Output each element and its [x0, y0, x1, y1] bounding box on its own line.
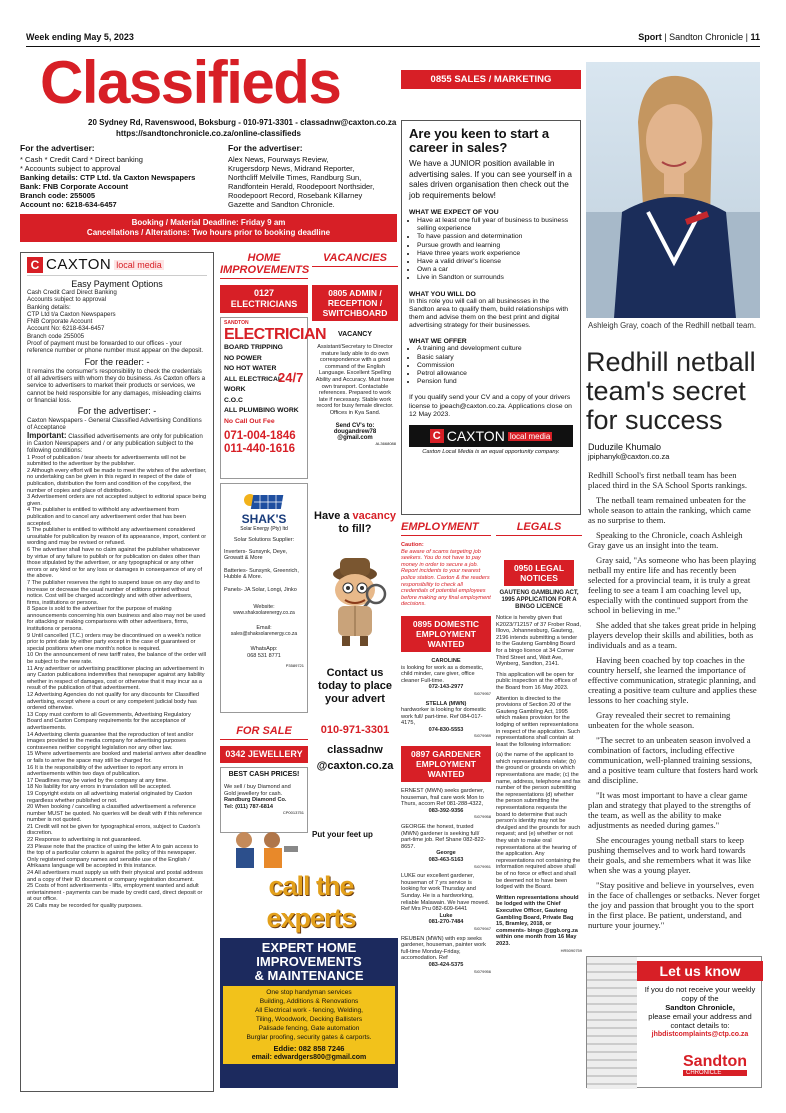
equal-opportunity: Caxton Local Media is an equal opportunity company. [422, 449, 560, 456]
let-us-know-email[interactable]: jhbdistcomplaints@ctp.co.za [651, 1031, 749, 1038]
payment-line: CTP Ltd t/a Caxton Newspapers [27, 310, 116, 318]
coach-portrait-icon [586, 62, 760, 318]
terms-adv-title: For the advertiser: - [77, 406, 157, 417]
service-item: All Electrical work - fencing, Welding, [255, 1007, 363, 1014]
expect-item: • Have at least one full year of business to business selling experience [417, 217, 573, 233]
important-note [27, 432, 207, 455]
legal-notice [496, 590, 582, 954]
sandton-logo-sub: CHRONICLE [683, 1070, 747, 1076]
terms-item: 4 The publisher is entitled to withhold any advertisement from publication and to cancel any advertisement order that has been accepted. [27, 507, 186, 527]
terms-item: 20 When booking / cancelling a classified advertisement a reference number MUST be quoted. No queries will be dealt with if this reference number is not quoted. [27, 804, 202, 824]
deadline-bar [20, 214, 397, 242]
caution-box [401, 542, 491, 608]
category-electricians: 0127 ELECTRICIANS [220, 285, 308, 313]
category-sales-marketing: 0855 SALES / MARKETING [401, 70, 581, 89]
let-us-know-text-2: please email your address and contact details to: [648, 1012, 752, 1030]
ad-phone[interactable]: 072-143-2977 [428, 684, 464, 691]
solar-panel-icon [224, 491, 304, 513]
advertiser-right [228, 144, 398, 209]
electrician-247: 24/7 [278, 370, 304, 385]
electrician-list-wrap [224, 343, 304, 427]
offer-item: • Commission [417, 362, 573, 370]
electrician-line: ALL PLUMBING WORK [224, 407, 299, 414]
shaks-line: Inverters- Sunsynk, Deye, Growatt & More [224, 548, 288, 562]
careers-intro: We have a JUNIOR position available in advertising sales. If you can see yourself in a sales driven organisation then check out the job requirements below! [409, 159, 572, 200]
offer-item: • Basic salary [417, 354, 573, 362]
vacancy-cv: Send CV's to: [335, 422, 375, 429]
payment-line: Banking details: [27, 303, 71, 311]
payment-title: Easy Payment Options [71, 279, 163, 289]
reader-title: For the reader: - [84, 356, 150, 367]
service-item: Burglar proofing, security gates & carports. [246, 1034, 372, 1041]
terms-item: 10 On the announcement of new tariff rates, the balance of the order will be subject to the new rate. [27, 652, 207, 666]
terms-item: 7 The publisher reserves the right to suspend issue on any day and to increase or decrease the usual number of editions printed without notice. Cost will be charged accordingly and with other advertisers, firms, institutions or persons. [27, 579, 200, 606]
reader-text: It remains the consumer's responsibility to check the credentials of all advertisers with whom they do business. As Caxton offers a service to advertisers to market their products or services, we cannot be held responsible for any damages, misleading claims or financial loss. [27, 367, 206, 404]
article-paragraph: Having been coached by top coaches in the country herself, she learned the importance of effective communication, strategic planning, and creating a positive team culture and applies these lessons to her coaching style. [588, 655, 757, 705]
do-text: In this role you will call on all businesses in the Sandton area to qualify them, build relationships with them and advise them on the best print and digital advertising strategy for their businesses. [409, 297, 569, 330]
header-rule [26, 46, 760, 47]
category-admin: 0805 ADMIN / RECEPTION / SWITCHBOARD [312, 285, 398, 321]
terms-item: 5 The publisher is entitled to withhold any advertisement considered unsuitable for publication by reason of its appearance, import, content or wording and may be revised or refused. [27, 527, 207, 547]
jewellery-headline: BEST CASH PRICES! [228, 771, 300, 778]
advertiser-right-line: Northcliff Melville Times, Randburg Sun, [228, 173, 362, 182]
detective-illustration [320, 544, 390, 649]
shaks-sub: Solar Energy (Pty) ltd [240, 526, 288, 532]
terms-item: 18 No liability for any errors in translation will be accepted. [27, 784, 172, 791]
masthead-title: Classifieds [40, 49, 341, 116]
whatsapp-number[interactable]: 068 531 8771 [247, 652, 281, 659]
category-legal-notices: 0950 LEGAL NOTICES [504, 560, 574, 586]
article-paragraph: Gray revealed their secret to remaining unbeaten for the whole season. [588, 710, 731, 730]
have-vacancy-text: Have a [314, 510, 353, 522]
payment-line: Proof of payment must be forwarded to our offices - your reference number or phone number must appear on the deposit. [27, 340, 204, 355]
article-body [588, 470, 760, 935]
jewellery-company: Randburg Diamond Co. [224, 797, 287, 804]
employment-ad [401, 658, 491, 740]
advertiser-right-line: Alex News, Fourways Review, [228, 155, 329, 164]
advertiser-left-line: Account no: 6218-634-6457 [20, 200, 117, 209]
payment-line: Accounts subject to approval [27, 296, 107, 304]
offer-item: • A training and development culture [417, 345, 573, 353]
legals-column [496, 521, 582, 954]
terms-item: 25 Costs of front advertisements - lifts, employment wanted and adult entertainment - payments can be made by credit card, direct deposit or at our office. [27, 883, 203, 903]
article-paragraph: Gray said, "As someone who has been playing netball my entire life and has recently been selected for a provincial team, it is truly a great feeling to see a team I am coaching level up, especially with the continued support from the school in believing in me." [588, 555, 757, 615]
apply-text: If you qualify send your CV and a copy of your drivers license to jpeach@caxton.co.za. Applications close on 12 May 2023. [409, 394, 572, 418]
section-legals: LEGALS [496, 521, 582, 536]
page-header [26, 32, 760, 46]
deadline-line-2: Cancellations / Alterations: Two hours prior to booking deadline [86, 228, 331, 237]
ad-phone[interactable]: 074-830-5553 [428, 726, 464, 733]
legal-paragraph: Written representations should be lodged with the Chief Executive Officer, Gauteng Gambling Board, Private Bag 15, Bramley, 2018, or comments- bingo @ggb.org.za within one month from 16 May 2023. [496, 894, 579, 947]
photo-caption: Ashleigh Gray, coach of the Redhill netball team. [588, 321, 757, 330]
electrician-ad [220, 317, 327, 479]
deadline-line-1: Booking / Material Deadline: Friday 9 am [131, 218, 286, 227]
caxton-logo-sub: local media [116, 259, 162, 270]
payment-line: Cash Credit Card Direct Banking [27, 289, 117, 296]
article-paragraph: Speaking to the Chronicle, coach Ashleigh Gray gave us an insight into the team. [588, 530, 743, 550]
ad-phone[interactable]: 083-463-5163 [428, 857, 464, 863]
electrician-line: NO POWER [224, 354, 262, 362]
section-employment: EMPLOYMENT [401, 521, 491, 536]
careers-logo [409, 425, 573, 447]
legal-ref: HR5090759 [560, 947, 582, 953]
ad-ref: SI079989 [473, 733, 491, 739]
experts-ad [226, 826, 396, 936]
vacancy-ref: AL3668088 [375, 440, 396, 446]
payment-line: FNB Corporate Account [27, 318, 93, 326]
advertiser-right-line: Krugersdorp News, Midrand Reporter, [228, 164, 355, 173]
legal-title: GAUTENG GAMBLING ACT, 1995 APPLICATION FOR A BINGO LICENCE [499, 590, 579, 610]
page-number: 11 [750, 32, 760, 42]
terms-item: 3 Advertisement orders are not accepted subject to editorial space being given. [27, 494, 207, 507]
jewellery-tel[interactable]: Tel: (011) 787-6814 [224, 803, 274, 810]
shaks-name: SHAK'S [241, 512, 287, 526]
electrician-phone-2[interactable]: 011-440-1616 [224, 443, 295, 455]
ad-phone[interactable]: 083-424-5375 [428, 961, 464, 968]
week-label: Week ending May 5, 2023 [26, 32, 134, 42]
terms-item: 21 Credit will not be given for typographical errors, subject to Caxton's discretion. [27, 823, 201, 837]
payment-lines [27, 289, 207, 355]
byline-email[interactable]: jpiphanyk@caxton.co.za [588, 452, 670, 461]
ad-ref: SI079957 [473, 690, 491, 696]
ad-text: hardworker is looking for domestic work full/ part-time. Ref 084-017-4175, [401, 707, 486, 727]
let-us-know-ad [586, 956, 762, 1088]
terms-item: 14 Advertising clients guarantee that the reproduction of text and/or images provided to the media company for advertising purposes contravenes neither copyright legislation nor any other law. [27, 731, 194, 751]
careers-logo-sub: local media [509, 431, 551, 441]
caxton-mark-icon: C [27, 257, 43, 273]
terms-column [20, 252, 214, 1092]
sandton-logo [683, 1054, 747, 1076]
have-vacancy-highlight: vacancy [352, 510, 396, 522]
ad-ref: SI079956 [473, 968, 491, 974]
ad-name: Luke [439, 912, 453, 919]
shaks-line: Batteries- Sunsynk, Greenrich, Hubble & More. [224, 567, 299, 581]
legal-paragraph: Notice is hereby given that K2023/712157 of 37 Frober Road, Illovo, Johannesburg, Gauteng, 2196 intends submitting a tender to the Gauteng Gambling Board for a bingo licence at 34 Corner Third Street and, Watt Ave, Wynberg, Sandton, 2141. [496, 615, 581, 668]
expect-list [409, 217, 573, 283]
caution-text: Be aware of scams targeting job seekers. You do not have to pay money in order to secure a job. Report incidents to your nearest police station. Caxton & the readers responsibility to check all credentials of potential employees before making any final employment decisions. [401, 548, 491, 608]
legal-paragraph: This application will be open for public inspection at the offices of the Board from 16 May 2023. [496, 671, 577, 691]
let-us-know-paper: Sandton Chronicle, [665, 1003, 735, 1012]
terms-item: 8 Space is sold to the advertiser for the purpose of making announcements concerning his own business and also may not be used for attacking or making comparisons with other advertisers, firms, institutions or persons. [27, 606, 206, 633]
advertiser-left-line: Branch code: 255005 [20, 191, 96, 200]
byline-name: Duduzile Khumalo [588, 442, 662, 452]
offer-item: • Petrol allowance [417, 370, 573, 378]
article-paragraph: "The secret to an unbeaten season involved a combination of factors, including effective communication, well-planned training sessions, and a positive team culture that fosters hard work and discipline. [588, 735, 758, 785]
ad-text: ERNEST (MWN) seeks gardener, houseman, frail care work Mon to Thurs, accom Ref 081-288-4322, [401, 788, 485, 808]
terms-item: 13 Copy must conform to all Governments, Advertising Regulatory Board and Caxton Company requirements for the acceptance of advertisements. [27, 711, 191, 731]
vacancies-column [312, 252, 398, 772]
payment-line: Branch code 255005 [27, 332, 85, 340]
article-paragraph: She added that she takes great pride in helping players develop their skills and abilities, both as individuals and as a team. [588, 620, 756, 650]
terms-item: 15 Where advertisements are booked and material arrives after deadline or fails to arrive the space may still be charged for. [27, 751, 207, 764]
article-paragraph: She encourages young netball stars to keep pushing themselves and to work hard towards their goals, and she remembers what it was like when she was a young player. [588, 835, 751, 875]
website-link[interactable]: www.shaksolarenergy.co.za [233, 610, 295, 617]
ad-text: LUKE our excellent gardener, houseman of 7 yrs service is looking for work Thursday and Sunday. He is a hardworking, reliable Malawain. We have moved. Ref Mrs Pru 082-609-6441 [401, 873, 490, 913]
have-vacancy-text-2: to fill? [338, 523, 372, 535]
advertiser-left-title: For the advertiser: [20, 143, 95, 153]
jewellery-ad [220, 767, 308, 833]
home-improvements-column [220, 252, 327, 833]
ad-phone[interactable]: 081-270-7484 [428, 919, 464, 926]
have-vacancy-headline [312, 510, 398, 536]
important-text: Classified advertisements are only for publication in Caxton Newspapers and / or any publication subject to the following conditions: [27, 432, 203, 455]
ad-name: STELLA (MWN) [425, 700, 467, 707]
email-link[interactable]: sales@shaksolarenergy.co.za [230, 631, 298, 638]
maintenance-title-3: & MAINTENANCE [254, 968, 364, 983]
section-label: Sport [638, 32, 662, 42]
important-label: Important: [27, 430, 67, 440]
contact-email-domain[interactable]: @caxton.co.za [316, 760, 394, 772]
ad-text: REUBEN (MWN) with exp seeks gardener, houseman, painter work full-time Monday-Friday, accomodation. Ref [401, 935, 486, 962]
maintenance-ad [220, 938, 398, 1088]
experts-headline: call the experts [266, 871, 356, 933]
website-label: Website: [253, 603, 275, 610]
vacancy-title: VACANCY [337, 331, 373, 338]
maintenance-email[interactable]: email: edwardgers800@gmail.com [251, 1054, 367, 1061]
contact-us-text: Contact us today to place your advert [318, 667, 392, 705]
terms-item: 6 The advertiser shall have no claim against the publisher whatsoever by virtue of any failure to publish or for publication on dates other than those stipulated by the advertiser, or any typographical or any other errors or any kind or for any loss or damages in consequence of any of the above. [27, 546, 203, 580]
electrician-line: ALL ELECTRICAL WORK [224, 375, 282, 393]
expect-title: WHAT WE EXPECT OF YOU [409, 209, 499, 216]
ad-ref: SI079947 [473, 925, 491, 931]
masthead-url[interactable]: https://sandtonchronicle.co.za/online-classifieds [116, 129, 301, 138]
payment-line: Account No: 6218-634-6457 [27, 325, 105, 333]
article-paragraph: "Stay positive and believe in yourselves, even in the face of challenges or setbacks. Never forget the joy and passion that brought you to the sport in the first place. Be patient, understand, and nurture your journey." [588, 880, 760, 930]
service-item: Building, Additions & Renovations [259, 998, 359, 1005]
ad-name: CAROLINE [431, 657, 461, 664]
electrician-phone-1[interactable]: 071-004-1846 [224, 430, 296, 442]
advertiser-left-line: Banking details: CTP Ltd. t/a Caxton Newspapers [20, 173, 196, 182]
vacancy-email-2[interactable]: @gmail.com [337, 434, 373, 441]
let-us-know-body [641, 985, 759, 1039]
terms-item: 24 All advertisers must supply us with their physical and postal address and a copy of their ID document or company registration document. [27, 870, 203, 883]
expect-item: • Have three years work experience [417, 250, 573, 258]
article-photo [586, 62, 760, 318]
whatsapp-label: WhatsApp: [250, 645, 278, 652]
advertiser-left-line: * Accounts subject to approval [20, 164, 121, 173]
service-item: Tiling, Woodwork, Decking Ballisters [255, 1016, 363, 1023]
caxton-mark-icon: C [430, 429, 444, 443]
terms-item: 23 Please note that the practice of using the letter A to gain access to the top of a particular column is against the policy of this newspaper. Only registered company names and sensible use of the English / Afrikaans language will be accepted in this instance. [27, 843, 199, 870]
terms-item: 26 Calls may be recorded for quality purposes. [27, 903, 143, 910]
terms-item: 16 It is the responsibility of the advertiser to report any errors in advertisements within two days of publication. [27, 764, 184, 778]
electrician-brand: SANDTON [224, 320, 249, 326]
ad-text: is looking for work as a domestic, child minder, care giver, office cleaner Full-time. [401, 664, 484, 684]
maintenance-services [223, 986, 395, 1064]
contact-phone[interactable]: 010-971-3301 [320, 724, 390, 736]
caxton-logo-main: CAXTON [46, 256, 112, 273]
experts-tag: Put your feet up [312, 830, 373, 839]
expect-item: • To have passion and determination [417, 233, 573, 241]
section-home-improvements: HOME IMPROVEMENTS [220, 252, 308, 279]
advertiser-right-line: Randfontein Herald, Roodepoort Northsider, [228, 182, 375, 191]
section-for-sale: FOR SALE [220, 725, 308, 740]
sandton-logo-main: Sandton [683, 1053, 747, 1070]
expect-item: • Live in Sandton or surrounds [417, 274, 573, 282]
terms-item: 2 Although every effort will be made to meet the wishes of the advertiser, no undertaking can be given in this regard in respect of the date of publication, distribution the form and condition of the copy/text, the number of copies and place of distribution. [27, 467, 207, 494]
ad-ref: SI079958 [473, 814, 491, 820]
electrician-line: BOARD TRIPPING [224, 344, 283, 351]
vacancy-ad [312, 325, 398, 477]
advertiser-right-line: Gazette and Sandton Chronicle. [228, 200, 335, 209]
electrician-line: No Call Out Fee [224, 417, 275, 425]
terms-item: 11 Any advertiser or advertising practitioner placing an advertisement in any Caxton publications indemnifies that newspaper against any liability whether in respect of damages, cost or otherwise that it may incur as a result of the publication of that advertisement. [27, 665, 205, 692]
legal-paragraph: (a) the name of the applicant to which representations relate; (b) the ground or grounds on which representations are made; (c) the name, address, telephone and fax number of the person submitting the representations (d) whether the person submitting the representations requests the board to determine that such person's identity may not be divulged and the grounds for such request; and (e) whether or not they wish to make oral representations at the hearing of the application. Any representations not containing the information required above shall be of no force or effect and shall be deemed not to have been lodged with the Board. [496, 752, 581, 891]
expect-item: • Pursue growth and learning [417, 242, 573, 250]
caution-title: Caution: [401, 542, 424, 548]
jewellery-ref: CP0013751 [282, 810, 304, 816]
terms-item: 22 Response to advertising is not guaranteed. [27, 837, 142, 844]
employment-column [401, 521, 491, 975]
service-item: Palisade fencing, Gate automation [258, 1025, 360, 1032]
careers-headline: Are you keen to start a career in sales? [409, 126, 550, 155]
newspapers-illustration [587, 957, 637, 1089]
offer-list [409, 345, 573, 386]
advertiser-left-line: Bank: FNB Corporate Account [20, 182, 129, 191]
advertiser-right-title: For the advertiser: [228, 143, 303, 153]
category-jewellery: 0342 JEWELLERY [220, 746, 308, 763]
let-us-know-text: If you do not receive your weekly copy of the [644, 985, 756, 1003]
category-domestic: 0895 DOMESTIC EMPLOYMENT WANTED [401, 616, 491, 652]
category-gardener: 0897 GARDENER EMPLOYMENT WANTED [401, 746, 491, 782]
careers-ad [401, 120, 581, 515]
header-right: Sport | Sandton Chronicle | 11 [638, 32, 760, 42]
vacancy-email[interactable]: dougandrew78 [333, 428, 377, 435]
article-paragraph: The netball team remained unbeaten for the whole season to attain the ranking, which came as no surprise to them. [588, 495, 751, 525]
terms-item: 19 Copyright exists on all advertising material originated by Caxton regardless whether published or not. [27, 790, 193, 804]
maintenance-title-1: EXPERT HOME [261, 940, 357, 955]
advertiser-left [20, 144, 220, 209]
jewellery-text: We sell / buy Diamond and Gold jewellery for cash. [224, 784, 291, 797]
terms-item: 12 Advertising Agencies do not qualify for any discounts for Classified advertising, except where a court or any competent judicial body has ordered otherwise. [27, 692, 199, 712]
maintenance-title-2: IMPROVEMENTS [256, 954, 362, 969]
advertiser-left-line: * Cash * Credit Card * Direct banking [20, 155, 143, 164]
article-paragraph: "It was most important to have a clear game plan and strategy that played to the strengths of the team, as well as the ability to make adjustments as needed during games." [588, 790, 751, 830]
terms-adv-intro: Caxton Newspapers - General Classified Advertising Conditions of Acceptance [27, 417, 202, 432]
article-headline: Redhill netball team's secret for success [586, 347, 756, 435]
vacancy-text: Assistant/Secretary to Director mature lady able to do own correspondence with a good command of the English Language. Excellent Spelling Ability and Accuracy. Must have own transport. Contactable references. Prepared to work late if necessary. Stable work record for busy female director. Offices in Kya Sand. [315, 344, 395, 416]
shaks-supplies: Solar Solutions Supplier: [233, 537, 295, 543]
electrician-list [224, 343, 304, 427]
offer-item: • Pension fund [417, 378, 573, 386]
terms-item: 1 Proof of publication / tear sheets for advertisements will not be submitted to the advertiser by the publisher. [27, 454, 186, 468]
terms-item: 9 Until cancelled (T.C.) orders may be discontinued on a week's notice prior to print date by either party except in the case of guaranteed or special positions when one month's notice is required. [27, 632, 201, 652]
shaks-ref: P3589721 [285, 663, 304, 669]
contact-email[interactable]: classadnw [327, 744, 383, 756]
shaks-ad [220, 483, 308, 713]
offer-title: WHAT WE OFFER [409, 338, 467, 346]
let-us-know-title: Let us know [637, 961, 763, 981]
ad-name: George [436, 850, 456, 857]
electrician-title: ELECTRICIAN [224, 326, 327, 343]
paper-label: Sandton Chronicle [669, 32, 744, 42]
careers-logo-main: CAXTON [446, 428, 505, 445]
expect-item: • Have a valid driver's license [417, 258, 573, 266]
handyman-illustration [230, 826, 302, 875]
ad-phone[interactable]: 083-392-9356 [428, 807, 464, 814]
section-vacancies: VACANCIES [312, 252, 398, 267]
ad-text: GEORGE the honest, trusted (MWN) gardener is seeking full/ part-time job. Ref Shane 082-822-8657. [401, 824, 486, 850]
maintenance-contact[interactable]: Eddie: 082 858 7246 [273, 1044, 345, 1053]
terms-list [27, 455, 207, 910]
do-title: WHAT YOU WILL DO [409, 290, 476, 298]
article-byline [588, 442, 669, 462]
expect-item: • Own a car [417, 266, 573, 274]
caxton-logo [27, 256, 207, 276]
masthead-contact: 20 Sydney Rd, Ravenswood, Boksburg - 010-971-3301 - classadnw@caxton.co.za [88, 118, 397, 127]
article-paragraph: Redhill School's first netball team has been placed third in the SA School Sports rankings. [588, 470, 747, 490]
terms-item: 17 Deadlines may be varied by the company at any time. [27, 777, 168, 784]
advertiser-right-line: Roodepoort Record, Rosebank Killarney [228, 191, 363, 200]
email-label: Email: [256, 624, 272, 631]
legal-paragraph: Attention is directed to the provisions of Section 20 of the Gauteng Gambling Act, 1995 which makes provision for the lodging of written representations in respect of the application. Such representations shall contain at least the following information: [496, 695, 580, 748]
gardener-ads [401, 788, 491, 975]
service-item: One stop handyman services [266, 989, 352, 996]
electrician-line: NO HOT WATER [224, 365, 277, 372]
electrician-line: C.O.C [224, 396, 243, 404]
shaks-line: Panels- JA Solar, Longi, Jinko [224, 586, 297, 593]
ad-ref: SI079951 [473, 863, 491, 869]
